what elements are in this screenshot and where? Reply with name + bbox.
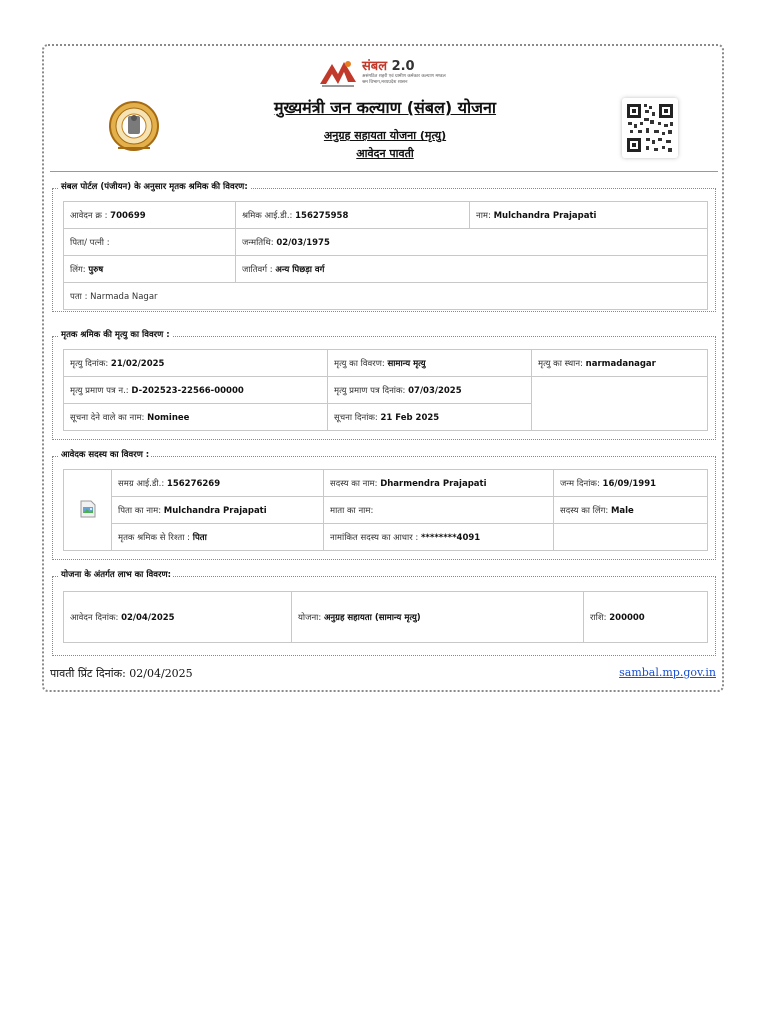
divider	[50, 171, 718, 172]
print-date: पावती प्रिंट दिनांक: 02/04/2025	[50, 667, 193, 680]
informant-cell: सूचना देने वाले का नाम: Nominee	[64, 404, 328, 431]
scheme-cell: योजना: अनुग्रह सहायता (सामान्य मृत्यु)	[292, 592, 584, 643]
samagra-id-cell: समग्र आई.डी.: 156276269	[112, 470, 324, 497]
empty-cell	[532, 377, 708, 431]
section-legend: योजना के अंतर्गत लाभ का विवरण:	[61, 570, 171, 580]
amount-cell: राशि: 200000	[584, 592, 708, 643]
address-cell: पता : Narmada Nagar	[64, 283, 708, 310]
table-row	[64, 283, 708, 310]
mother-name-cell: माता का नाम:	[324, 497, 554, 524]
father-cell: पिता/ पत्नी :	[64, 229, 236, 256]
info-date-cell: सूचना दिनांक: 21 Feb 2025	[328, 404, 532, 431]
broken-image-icon	[80, 500, 96, 518]
table-row	[64, 497, 708, 524]
section-legend: आवेदक सदस्य का विवरण :	[61, 450, 150, 460]
dob-cell: जन्मतिथि: 02/03/1975	[236, 229, 708, 256]
death-details-section	[52, 330, 716, 440]
gender-cell: लिंग: पुरुष	[64, 256, 236, 283]
death-date-cell: मृत्यु दिनांक: 21/02/2025	[64, 350, 328, 377]
sambal-logo-icon	[318, 58, 358, 88]
receipt-subtitle: आवेदन पावती	[356, 147, 414, 160]
applicant-member-section	[52, 450, 716, 560]
member-gender-cell: सदस्य का लिंग: Male	[554, 497, 708, 524]
table-row	[64, 350, 708, 377]
death-type-cell: मृत्यु का विवरण: सामान्य मृत्यु	[328, 350, 532, 377]
worker-id-cell: श्रमिक आई.डी.: 156275958	[236, 202, 470, 229]
table-row	[64, 256, 708, 283]
portal-link[interactable]: sambal.mp.gov.in	[619, 666, 716, 679]
cert-no-cell: मृत्यु प्रमाण पत्र न.: D-202523-22566-00000	[64, 377, 328, 404]
receipt-card	[42, 44, 724, 692]
caste-cell: जातिवर्ग : अन्य पिछड़ा वर्ग	[236, 256, 708, 283]
benefit-details-section	[52, 570, 716, 656]
page-title: मुख्यमंत्री जन कल्याण (संबल) योजना	[273, 98, 497, 117]
table-row	[64, 470, 708, 497]
deceased-worker-section	[52, 182, 716, 312]
sambal-logo	[318, 56, 478, 92]
aadhaar-cell: नामांकित सदस्य का आधार : ********4091	[324, 524, 554, 551]
worker-name-cell: नाम: Mulchandra Prajapati	[470, 202, 708, 229]
death-place-cell: मृत्यु का स्थान: narmadanagar	[532, 350, 708, 377]
scheme-subtitle: अनुग्रह सहायता योजना (मृत्यु)	[323, 129, 447, 142]
member-name-cell: सदस्य का नाम: Dharmendra Prajapati	[324, 470, 554, 497]
death-details-table	[63, 349, 708, 431]
member-photo	[64, 470, 112, 551]
table-row	[64, 524, 708, 551]
table-row	[64, 202, 708, 229]
deceased-worker-table	[63, 201, 708, 310]
benefit-details-table	[63, 591, 708, 643]
section-legend: मृतक श्रमिक की मृत्यु का विवरण :	[61, 330, 170, 340]
applicant-member-table	[63, 469, 708, 551]
logo-title: संबल 2.0	[362, 59, 415, 74]
cert-date-cell: मृत्यु प्रमाण पत्र दिनांक: 07/03/2025	[328, 377, 532, 404]
table-row	[64, 592, 708, 643]
member-dob-cell: जन्म दिनांक: 16/09/1991	[554, 470, 708, 497]
table-row	[64, 377, 708, 404]
section-legend: संबल पोर्टल (पंजीयन) के अनुसार मृतक श्रमिक की विवरण:	[61, 182, 248, 192]
table-row	[64, 229, 708, 256]
app-date-cell: आवेदन दिनांक: 02/04/2025	[64, 592, 292, 643]
application-no-cell: आवेदन क्र : 700699	[64, 202, 236, 229]
logo-subtitle: असंगठित शहरी एवं ग्रामीण कर्मकार कल्याण मण्डल श्रम विभाग,मध्यप्रदेश शासन	[362, 74, 446, 85]
empty-cell	[554, 524, 708, 551]
father-name-cell: पिता का नाम: Mulchandra Prajapati	[112, 497, 324, 524]
relation-cell: मृतक श्रमिक से रिश्ता : पिता	[112, 524, 324, 551]
